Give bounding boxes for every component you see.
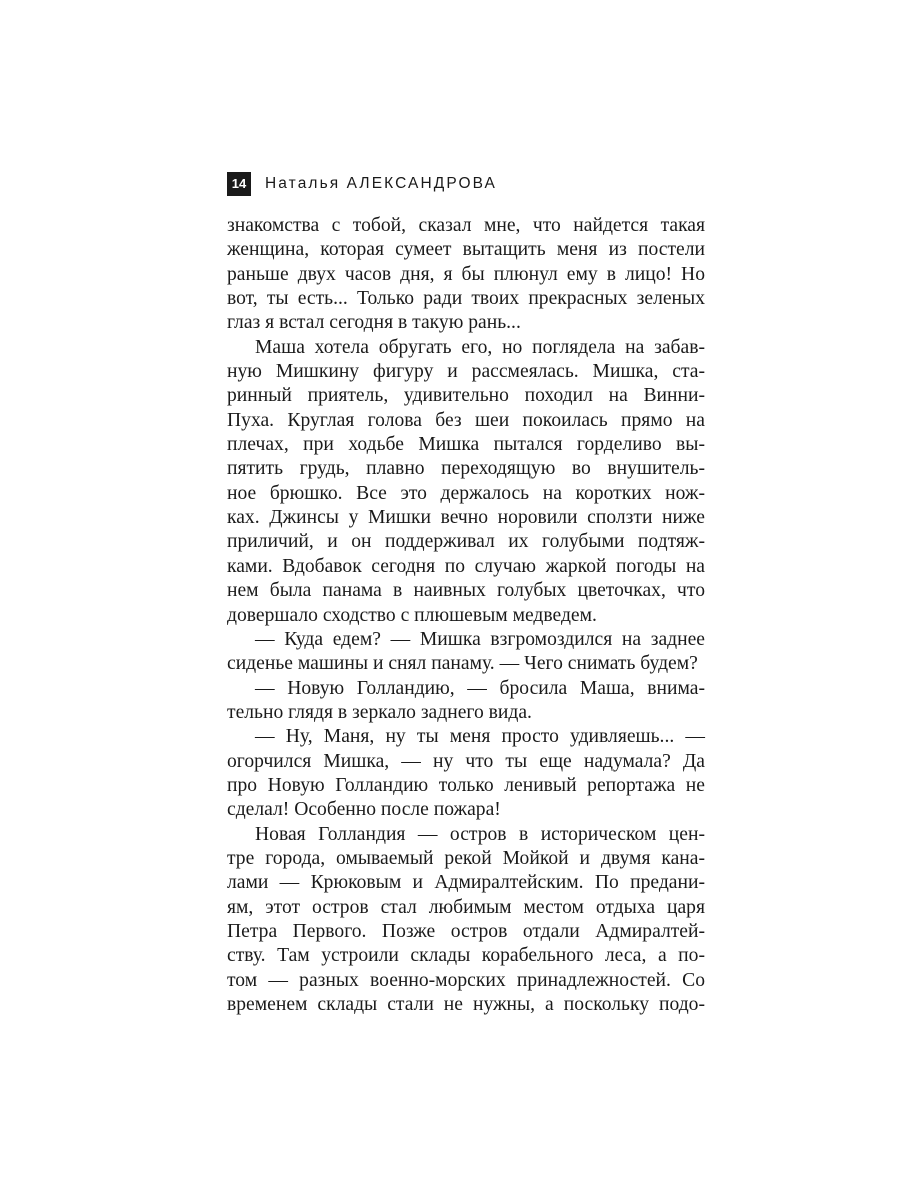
- text-line: — Куда едем? — Мишка взгромоздился на заднее: [255, 628, 705, 650]
- text-line: тре города, омываемый рекой Мойкой и двумя кана-: [227, 847, 705, 869]
- text-line: тельно глядя в зеркало заднего вида.: [227, 701, 532, 723]
- text-line: женщина, которая сумеет вытащить меня из постели: [227, 239, 705, 261]
- paragraph: [227, 677, 705, 726]
- body-text: [227, 214, 705, 1017]
- text-line: ное брюшко. Все это держалось на коротких нож-: [227, 482, 705, 504]
- text-line: глаз я встал сегодня в такую рань...: [227, 312, 521, 334]
- text-line: лами — Крюковым и Адмиралтейским. По предани-: [227, 872, 705, 894]
- text-line: Новая Голландия — остров в историческом цен-: [255, 823, 705, 845]
- text-line: пятить грудь, плавно переходящую во внушитель-: [227, 458, 705, 480]
- paragraph: [227, 823, 705, 1018]
- author-name: Наталья АЛЕКСАНДРОВА: [265, 175, 497, 192]
- paragraph: [227, 725, 705, 822]
- text-line: сиденье машины и снял панаму. — Чего снимать будем?: [227, 653, 698, 675]
- text-line: плечах, при ходьбе Мишка пытался горделиво вы-: [227, 434, 705, 456]
- paragraph: [227, 628, 705, 677]
- text-line: приличий, и он поддерживал их голубыми подтяж-: [227, 531, 705, 553]
- text-line: огорчился Мишка, — ну что ты еще надумала? Да: [227, 750, 705, 772]
- paragraph: [227, 214, 705, 336]
- text-line: вот, ты есть... Только ради твоих прекрасных зеленых: [227, 288, 705, 310]
- text-line: ям, этот остров стал любимым местом отдыха царя: [227, 896, 705, 918]
- text-line: знакомства с тобой, сказал мне, что найдется такая: [227, 215, 705, 236]
- page-number: 14: [227, 172, 251, 196]
- text-line: ринный приятель, удивительно походил на Винни-: [227, 385, 705, 407]
- text-line: ству. Там устроили склады корабельного леса, а по-: [227, 945, 705, 967]
- running-header: [227, 172, 497, 196]
- paragraph: [227, 336, 705, 628]
- text-line: временем склады стали не нужны, а поскольку подо-: [227, 994, 705, 1015]
- text-line: Петра Первого. Позже остров отдали Адмиралтей-: [227, 920, 705, 942]
- text-line: — Новую Голландию, — бросила Маша, внима-: [255, 677, 705, 699]
- text-line: Пуха. Круглая голова без шеи покоилась прямо на: [227, 409, 705, 431]
- text-line: Маша хотела обругать его, но поглядела на забав-: [255, 336, 705, 358]
- text-line: ную Мишкину фигуру и рассмеялась. Мишка, ста-: [227, 361, 705, 383]
- text-line: — Ну, Маня, ну ты меня просто удивляешь... —: [255, 726, 705, 748]
- text-line: ках. Джинсы у Мишки вечно норовили сползти ниже: [227, 507, 705, 529]
- text-line: про Новую Голландию только ленивый репортажа не: [227, 774, 705, 796]
- text-line: нем была панама в наивных голубых цветочках, что: [227, 580, 705, 602]
- text-line: довершало сходство с плюшевым медведем.: [227, 604, 597, 626]
- text-line: сделал! Особенно после пожара!: [227, 799, 501, 821]
- text-line: том — разных военно-морских принадлежностей. Со: [227, 969, 705, 991]
- text-line: ками. Вдобавок сегодня по случаю жаркой погоды на: [227, 555, 705, 577]
- text-line: раньше двух часов дня, я бы плюнул ему в лицо! Но: [227, 263, 705, 285]
